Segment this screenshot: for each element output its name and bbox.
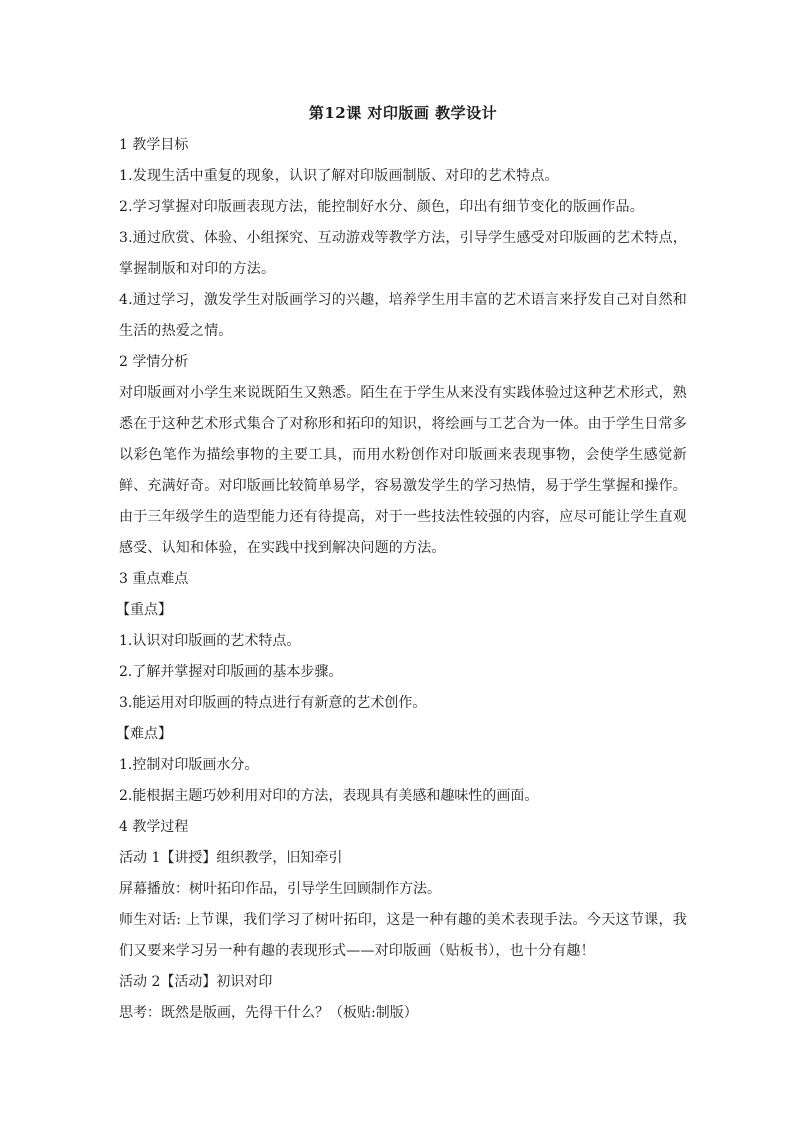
difficult-points-label: 【难点】 (116, 726, 172, 742)
process-think: 思考：既然是版画，先得干什么？（板贴:制版） (119, 1005, 418, 1021)
process-activity-2: 活动 2【活动】初识对印 (119, 974, 273, 990)
process-screen-play: 屏幕播放：树叶拓印作品，引导学生回顾制作方法。 (119, 881, 441, 897)
section-heading-analysis: 2 学情分析 (119, 354, 189, 370)
process-dialogue: 师生对话: 上节课，我们学习了树叶拓印，这是一种有趣的美术表现手法。今天这节课，我们又要来学习另一种有趣的表现形式——对印版画（贴板书），也十分有趣！ (119, 912, 687, 959)
difficult-point-item-1: 1.控制对印版画水分。 (119, 757, 259, 773)
section-heading-key-points: 3 重点难点 (119, 571, 189, 587)
analysis-paragraph: 对印版画对小学生来说既陌生又熟悉。陌生在于学生从来没有实践体验过这种艺术形式，熟悉在于这种艺术形式集合了对称形和拓印的知识，将绘画与工艺合为一体。由于学生日常多以彩色笔作为描绘事物的主要工具，而用水粉创作对印版画来表现事物，会使学生感觉新鲜、充满好奇。对印版画比较简单易学，容易激发学生的学习热情，易于学生掌握和操作。由于三年级学生的造型能力还有待提高，对于一些技法性较强的内容，应尽可能让学生直观感受、认知和体验，在实践中找到解决问题的方法。 (119, 385, 687, 556)
key-point-item-2: 2.了解并掌握对印版画的基本步骤。 (119, 664, 343, 680)
objective-item-2: 2.学习掌握对印版画表现方法，能控制好水分、颜色，印出有细节变化的版画作品。 (119, 199, 644, 215)
key-points-label: 【重点】 (116, 602, 172, 618)
difficult-point-item-2: 2.能根据主题巧妙利用对印的方法，表现具有美感和趣味性的画面。 (119, 788, 539, 804)
section-heading-objectives: 1 教学目标 (119, 137, 189, 153)
key-point-item-1: 1.认识对印版画的艺术特点。 (119, 633, 301, 649)
document-title: 第12课 对印版画 教学设计 (308, 104, 498, 122)
objective-item-4: 4.通过学习，激发学生对版画学习的兴趣，培养学生用丰富的艺术语言来抒发自己对自然和生活的热爱之情。 (119, 292, 687, 339)
document-page (116, 100, 687, 1029)
process-activity-1: 活动 1【讲授】组织教学，旧知牵引 (119, 850, 343, 866)
objective-item-1: 1.发现生活中重复的现象，认识了解对印版画制版、对印的艺术特点。 (119, 168, 559, 184)
key-point-item-3: 3.能运用对印版画的特点进行有新意的艺术创作。 (119, 695, 427, 711)
section-heading-process: 4 教学过程 (119, 819, 189, 835)
objective-item-3: 3.通过欣赏、体验、小组探究、互动游戏等教学方法，引导学生感受对印版画的艺术特点，掌握制版和对印的方法。 (119, 230, 687, 277)
